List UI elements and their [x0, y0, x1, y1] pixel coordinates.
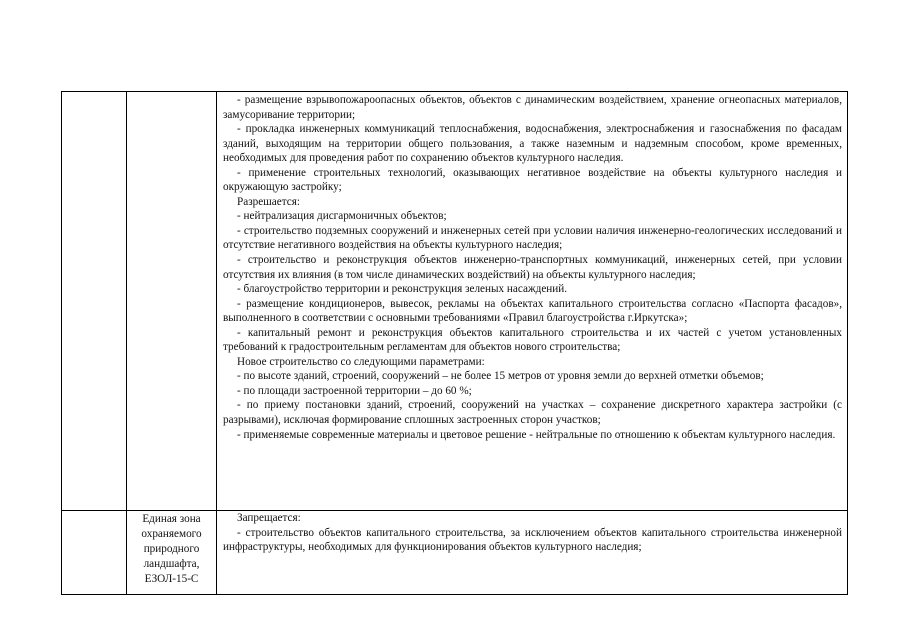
table-cell-number: [62, 511, 127, 595]
paragraph: - размещение взрывопожароопасных объектов, объектов с динамическим воздействием, хранение огнеопасных материалов, замусоривание территории;: [223, 94, 842, 121]
paragraph: - по площади застроенной территории – до 60 %;: [237, 384, 472, 397]
zone-name-line: охраняемого: [141, 528, 202, 540]
section-heading: Новое строительство со следующими параметрами:: [237, 355, 485, 368]
table-cell-requirements: [217, 511, 848, 595]
paragraph: - строительство подземных сооружений и инженерных сетей при условии наличия инженерно-геологических исследований и отсутствие негативного воздействия на объекты культурного наследия;: [223, 224, 842, 252]
paragraph: - по высоте зданий, строений, сооружений – не более 15 метров от уровня земли до верхней отметки объемов;: [237, 370, 764, 383]
table-row: [62, 511, 848, 595]
paragraph: - применяемые современные материалы и цветовое решение - нейтральные по отношению к объектам культурного наследия.: [237, 428, 836, 441]
section-heading: Запрещается:: [237, 512, 301, 524]
table-row: [62, 92, 848, 511]
paragraph: - применение строительных технологий, оказывающих негативное воздействие на объекты культурного наследия и окружающую застройку;: [223, 166, 842, 194]
regulations-table: [61, 91, 848, 595]
section-heading: Разрешается:: [237, 195, 300, 208]
zone-code: ЕЗОЛ-15-С: [144, 573, 199, 585]
paragraph: - капитальный ремонт и реконструкция объектов капитального строительства и их частей с учетом установленных требований к градостроительным регламентам для объектов нового строительства;: [223, 326, 842, 354]
paragraph: - прокладка инженерных коммуникаций теплоснабжения, водоснабжения, электроснабжения и газоснабжения по фасадам зданий, выходящим на территории общего пользования, а также наземным и надземным способом, кроме временных, необходимых для проведения работ по сохранению объектов культурного наследия.: [223, 123, 842, 165]
paragraph: - строительство объектов капитального строительства, за исключением объектов капитального строительства инженерной инфраструктуры, необходимых для функционирования объектов культурного наследия;: [223, 526, 842, 554]
paragraph: - по приему постановки зданий, строений, сооружений на участках – сохранение дискретного характера застройки (с разрывами), исключая формирование сплошных застроенных сторон участков;: [223, 399, 842, 427]
paragraph: - строительство и реконструкция объектов инженерно-транспортных коммуникаций, инженерных сетей, при условии отсутствия их влияния (в том числе динамических воздействий) на объекты культурного наследия;: [223, 254, 842, 281]
paragraph: - нейтрализация дисгармоничных объектов;: [237, 210, 447, 223]
paragraph: - благоустройство территории и реконструкция зеленых насаждений.: [237, 283, 568, 296]
paragraph: - размещение кондиционеров, вывесок, рекламы на объектах капитального строительства согласно «Паспорта фасадов», выполненного в соответствии с основными требованиями «Правил благоустройства г.Иркутска»;: [223, 297, 842, 325]
zone-name-line: природного: [143, 543, 200, 555]
table-cell-zone: [127, 92, 217, 511]
zone-name-line: Единая зона: [142, 513, 201, 525]
table-cell-requirements: [217, 92, 848, 511]
table-cell-number: [62, 92, 127, 511]
table-cell-zone: [127, 511, 217, 595]
zone-name-line: ландшафта,: [143, 558, 200, 570]
